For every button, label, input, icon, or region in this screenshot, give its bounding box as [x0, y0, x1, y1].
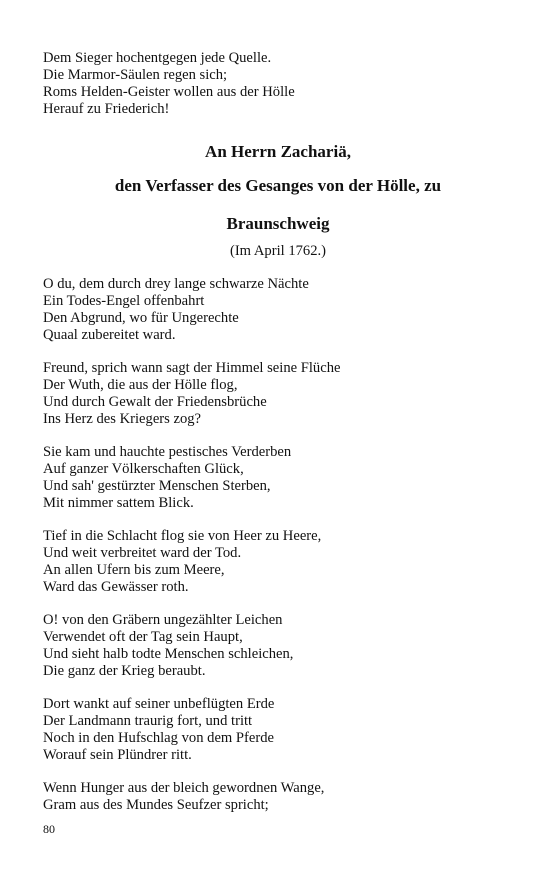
verse-line: Die Marmor-Säulen regen sich; [43, 67, 228, 83]
verse-line: Noch in den Hufschlag von dem Pferde [43, 730, 275, 746]
verse-line: Und durch Gewalt der Friedensbrüche [43, 394, 267, 410]
verse-line: Mit nimmer sattem Blick. [43, 495, 194, 511]
poem-date: (Im April 1762.) [229, 243, 327, 259]
verse-line: Und sah' gestürzter Menschen Sterben, [43, 478, 271, 494]
verse-line: Freund, sprich wann sagt der Himmel seine Flüche [43, 360, 341, 376]
stanza-1 [43, 276, 513, 344]
verse-line: Und sieht halb todte Menschen schleichen, [43, 646, 294, 662]
verse-line: Ein Todes-Engel offenbahrt [43, 293, 205, 309]
stanza-2 [43, 360, 513, 428]
verse-line: Sie kam und hauchte pestisches Verderben [43, 444, 292, 460]
verse-line: Worauf sein Plündrer ritt. [43, 747, 192, 763]
verse-line: Der Wuth, die aus der Hölle flog, [43, 377, 238, 393]
verse-line: Auf ganzer Völkerschaften Glück, [43, 461, 244, 477]
verse-line: Ins Herz des Kriegers zog? [43, 411, 202, 427]
stanza-5 [43, 612, 513, 680]
verse-line: Gram aus des Mundes Seufzer spricht; [43, 797, 269, 813]
verse-line: Dem Sieger hochentgegen jede Quelle. [43, 50, 272, 66]
page-number: 80 [43, 822, 55, 836]
stanza-6 [43, 696, 513, 764]
verse-line: O! von den Gräbern ungezählter Leichen [43, 612, 283, 628]
verse-line: Roms Helden-Geister wollen aus der Hölle [43, 84, 295, 100]
verse-line: Die ganz der Krieg beraubt. [43, 663, 206, 679]
poem-title-line-2: den Verfasser des Gesanges von der Hölle, zu [114, 176, 442, 195]
page-body [43, 50, 513, 830]
verse-line: Quaal zubereitet ward. [43, 327, 176, 343]
carryover-stanza [43, 50, 513, 118]
verse-line: An allen Ufern bis zum Meere, [43, 562, 225, 578]
poem-title: An Herrn Zachariä, [205, 142, 351, 161]
verse-line: Tief in die Schlacht flog sie von Heer zu Heere, [43, 528, 322, 544]
verse-line: Und weit verbreitet ward der Tod. [43, 545, 242, 561]
verse-line: Wenn Hunger aus der bleich gewordnen Wange, [43, 780, 325, 796]
verse-line: O du, dem durch drey lange schwarze Nächte [43, 276, 309, 292]
stanza-4 [43, 528, 513, 596]
verse-line: Ward das Gewässer roth. [43, 579, 189, 595]
verse-line: Dort wankt auf seiner unbeflügten Erde [43, 696, 275, 712]
verse-line: Verwendet oft der Tag sein Haupt, [43, 629, 243, 645]
stanza-7 [43, 780, 513, 814]
verse-line: Der Landmann traurig fort, und tritt [43, 713, 253, 729]
verse-line: Den Abgrund, wo für Ungerechte [43, 310, 239, 326]
verse-line: Herauf zu Friederich! [43, 101, 170, 117]
poem-title-line-3: Braunschweig [226, 214, 330, 233]
stanza-3 [43, 444, 513, 512]
